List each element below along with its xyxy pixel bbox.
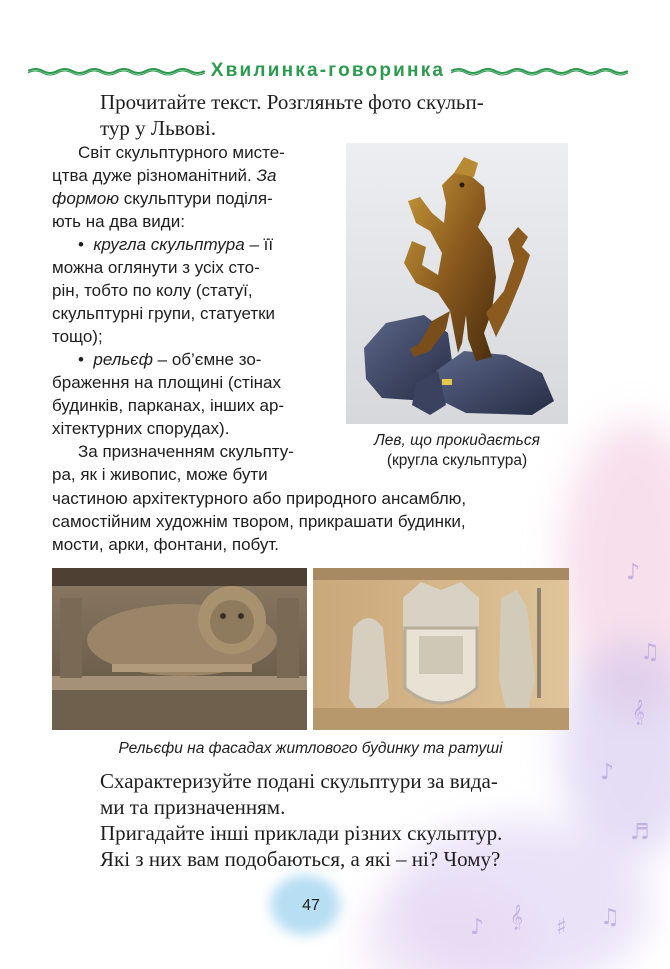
text-line: ють на два види: bbox=[52, 212, 185, 231]
music-note-icon: ♫ bbox=[600, 905, 620, 930]
text-line: хітектурних спорудах). bbox=[52, 419, 230, 438]
task-questions bbox=[100, 768, 580, 872]
text-line: ра, як і живопис, може бути bbox=[52, 465, 268, 484]
task-line: ми та призначенням. bbox=[100, 795, 286, 819]
music-note-icon: ♪ bbox=[470, 915, 485, 940]
music-note-icon: ♬ bbox=[630, 820, 650, 845]
wavy-line-right bbox=[451, 66, 628, 76]
caption-title: Лев, що прокидається bbox=[374, 432, 540, 449]
bullet-item: • рельєф – об’ємне зо- bbox=[78, 350, 262, 369]
music-note-icon: ♪ bbox=[626, 560, 641, 585]
text-line: скульптурні групи, статуетки bbox=[52, 304, 276, 323]
text-line: частиною архітектурного або природного ансамблю, bbox=[52, 489, 467, 508]
lion-caption bbox=[346, 431, 568, 471]
text-line: цтва дуже різноманітний. За bbox=[52, 166, 277, 185]
facades-caption: Рельєфи на фасадах житлового будинку та ратуші bbox=[118, 740, 503, 757]
treble-clef-icon: 𝄞 bbox=[510, 905, 524, 930]
caption-subtitle: (кругла скульптура) bbox=[386, 452, 528, 469]
sharp-sign-icon: ♯ bbox=[556, 915, 567, 940]
text-line: Світ скульптурного мисте- bbox=[78, 143, 285, 162]
text-line: мости, арки, фонтани, побут. bbox=[52, 535, 280, 554]
intro-line: Прочитайте текст. Розгляньте фото скульп- bbox=[100, 90, 484, 114]
music-note-icon: ♫ bbox=[640, 640, 660, 665]
section-title: Хвилинка-говоринка bbox=[210, 60, 446, 81]
text-line: можна оглянути з усіх сто- bbox=[52, 258, 260, 277]
wavy-line-left bbox=[28, 66, 205, 76]
main-text bbox=[52, 141, 334, 486]
text-line: рін, тобто по колу (статуї, bbox=[52, 281, 253, 300]
text-line: самостійним художнім твором, прикрашати будинки, bbox=[52, 512, 466, 531]
intro-line: тур у Львові. bbox=[100, 116, 216, 140]
text-line: формою скульптури поділя- bbox=[52, 189, 273, 208]
text-line: тощо); bbox=[52, 327, 103, 346]
music-note-icon: ♪ bbox=[600, 760, 615, 785]
main-text-wide bbox=[52, 487, 572, 556]
city-hall-coat-of-arms-photo bbox=[313, 568, 569, 730]
lion-relief-photo bbox=[52, 568, 307, 730]
intro-instruction bbox=[100, 89, 570, 141]
text-line: браження на площині (стінах bbox=[52, 373, 281, 392]
page-number: 47 bbox=[302, 897, 320, 914]
task-line: Схарактеризуйте подані скульптури за вида- bbox=[100, 769, 498, 793]
task-line: Які з них вам подобаються, а які – ні? Чому? bbox=[100, 847, 501, 871]
text-line: За призначенням скульпту- bbox=[78, 442, 294, 461]
lion-sculpture-photo bbox=[346, 143, 568, 424]
treble-clef-icon: 𝄞 bbox=[632, 700, 646, 725]
section-header bbox=[28, 58, 628, 84]
task-line: Пригадайте інші приклади різних скульптур. bbox=[100, 821, 503, 845]
bullet-item: • кругла скульптура – її bbox=[78, 235, 274, 254]
text-line: будинків, парканах, інших ар- bbox=[52, 396, 285, 415]
